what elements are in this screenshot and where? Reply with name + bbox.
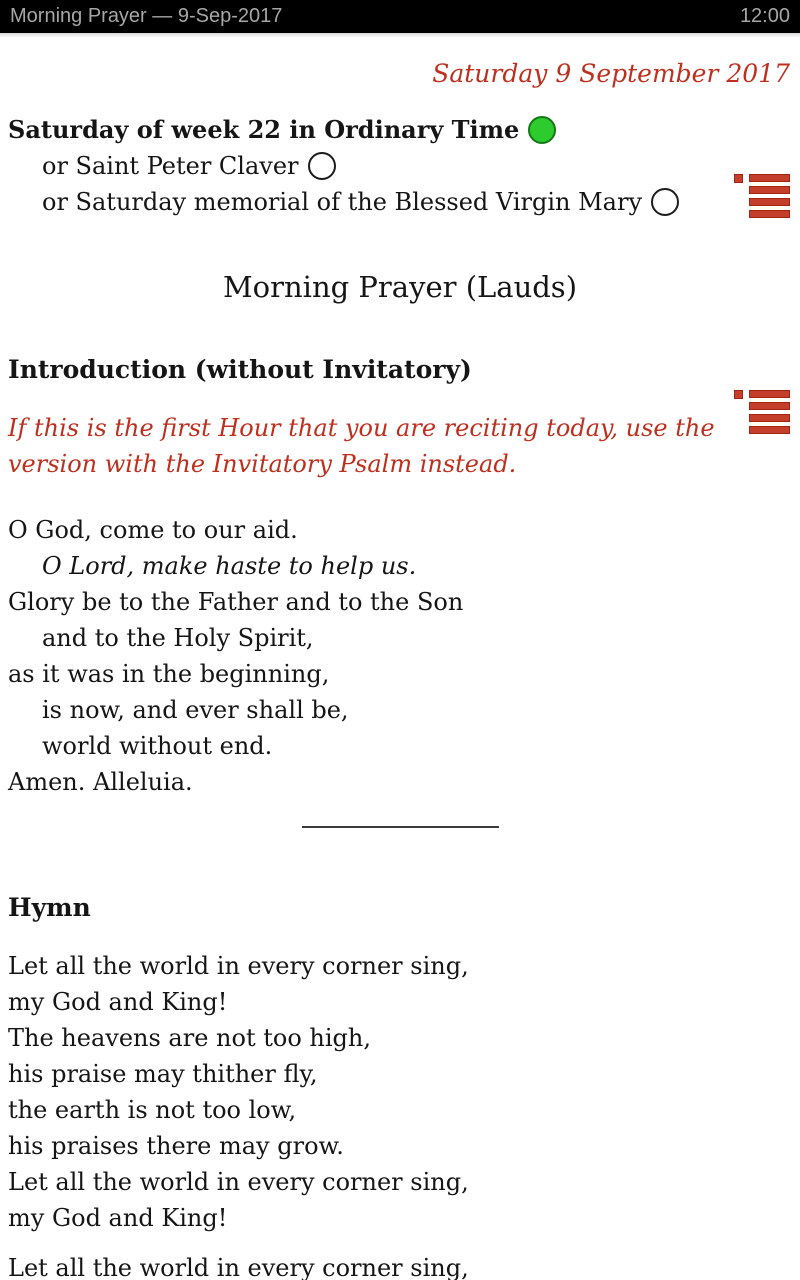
- date-heading: Saturday 9 September 2017: [432, 59, 790, 88]
- celebration-primary: [0, 112, 800, 148]
- status-bar-clock: 12:00: [739, 5, 790, 27]
- hymn-line: Let all the world in every corner sing,: [8, 1254, 469, 1280]
- prayer-line: as it was in the beginning,: [8, 660, 330, 688]
- hymn-text: [0, 948, 800, 1280]
- hymn-line: The heavens are not too high,: [8, 1024, 371, 1052]
- status-bar-shadow: [0, 33, 800, 38]
- hymn-heading: Hymn: [8, 893, 91, 922]
- selected-option-circle-icon[interactable]: [528, 116, 556, 144]
- hymn-line: Let all the world in every corner sing,: [8, 952, 469, 980]
- hymn-line: his praise may thither fly,: [8, 1060, 318, 1088]
- page-title: Morning Prayer (Lauds): [222, 270, 578, 304]
- prayer-line: Amen. Alleluia.: [8, 768, 193, 796]
- celebration-chooser: [0, 112, 800, 220]
- unselected-option-circle-icon[interactable]: [308, 152, 336, 180]
- hymn-line: Let all the world in every corner sing,: [8, 1168, 469, 1196]
- rubric-text: If this is the first Hour that you are reciting today, use the version with the Invitatory Psalm instead.: [8, 414, 715, 478]
- prayer-line: world without end.: [42, 732, 273, 760]
- hymn-line: my God and King!: [8, 988, 228, 1016]
- prayer-line: O God, come to our aid.: [8, 516, 298, 544]
- celebration-options-button[interactable]: [734, 174, 790, 218]
- list-menu-icon: [734, 174, 790, 218]
- list-menu-icon: [734, 390, 790, 434]
- unselected-option-circle-icon[interactable]: [651, 188, 679, 216]
- hymn-line: my God and King!: [8, 1204, 228, 1232]
- prayer-line: is now, and ever shall be,: [42, 696, 349, 724]
- prayer-line: and to the Holy Spirit,: [42, 624, 314, 652]
- prayer-line: Glory be to the Father and to the Son: [8, 588, 464, 616]
- stanza-gap: [0, 1236, 800, 1250]
- celebration-alternative: [0, 184, 800, 220]
- prayer-page: [0, 56, 800, 1280]
- status-bar-title: Morning Prayer — 9-Sep-2017: [10, 5, 283, 27]
- introduction-heading: Introduction (without Invitatory): [8, 355, 472, 384]
- hymn-line: his praises there may grow.: [8, 1132, 344, 1160]
- introduction-options-button[interactable]: [734, 390, 790, 434]
- celebration-alternative-label: or Saint Peter Claver: [42, 152, 299, 180]
- celebration-primary-label: Saturday of week 22 in Ordinary Time: [8, 115, 520, 144]
- prayer-line: O Lord, make haste to help us.: [42, 552, 417, 580]
- status-bar: [0, 0, 800, 33]
- introduction-text: [0, 512, 800, 800]
- hymn-line: the earth is not too low,: [8, 1096, 297, 1124]
- section-divider: [302, 826, 499, 828]
- celebration-alternative-label: or Saturday memorial of the Blessed Virgin Mary: [42, 188, 642, 216]
- celebration-alternative: [0, 148, 800, 184]
